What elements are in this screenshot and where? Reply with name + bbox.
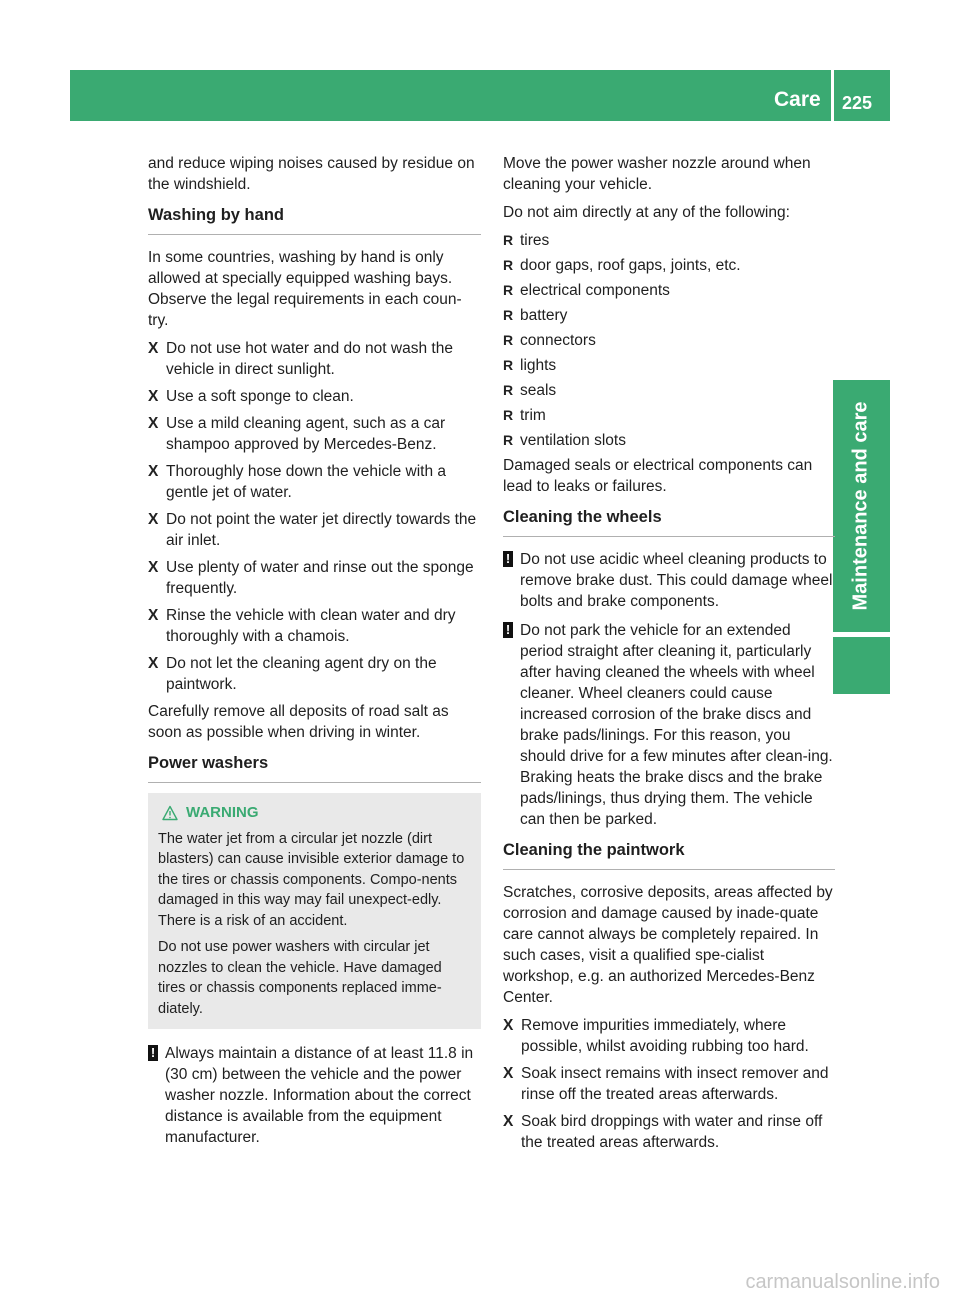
damaged-text: Damaged seals or electrical components can lead to leaks or failures. bbox=[503, 457, 813, 495]
header-bar bbox=[70, 70, 890, 121]
step-item bbox=[148, 605, 481, 647]
notice-item bbox=[503, 620, 835, 830]
list-item-text: ventilation slots bbox=[520, 432, 626, 449]
chapter-marker bbox=[833, 637, 890, 694]
watermark: carmanualsonline.info bbox=[745, 1271, 940, 1293]
intro-text: and reduce wiping noises caused by residue on the windshield. bbox=[148, 155, 475, 193]
step-text: Do not use hot water and do not wash the vehicle in direct sunlight. bbox=[166, 340, 453, 378]
list-item-text: tires bbox=[520, 232, 550, 249]
step-item bbox=[503, 1063, 835, 1105]
step-marker-icon: X bbox=[148, 415, 159, 432]
notice-item bbox=[148, 1043, 481, 1148]
list-item-text: connectors bbox=[520, 332, 596, 349]
step-item bbox=[503, 1015, 835, 1057]
notice-text: Do not use acidic wheel cleaning products to remove brake dust. This could damage wheel bolts and brake components. bbox=[520, 551, 833, 610]
list-item-text: seals bbox=[520, 382, 557, 399]
warning-instruction: Do not use power washers with circular jet nozzles to clean the vehicle. Have damaged tires or chassis components replaced imme-diately. bbox=[158, 939, 442, 1017]
list-item-text: battery bbox=[520, 307, 568, 324]
bullet-marker-icon: R bbox=[503, 232, 514, 248]
step-item bbox=[148, 386, 481, 407]
step-text: Do not let the cleaning agent dry on the paintwork. bbox=[166, 655, 437, 693]
list-item bbox=[503, 255, 835, 276]
step-marker-icon: X bbox=[148, 559, 159, 576]
bullet-marker-icon: R bbox=[503, 307, 514, 323]
paintwork-text: Scratches, corrosive deposits, areas affected by corrosion and damage caused by inade-quate care cannot always be completely repaired. In such cases, visit a qualified spe-cialist workshop, e.g. an authorized Mercedes-Benz Center. bbox=[503, 884, 833, 1006]
step-item bbox=[148, 509, 481, 551]
heading-washing-by-hand: Washing by hand bbox=[148, 205, 481, 235]
list-item-text: trim bbox=[520, 407, 546, 424]
step-item bbox=[503, 1111, 835, 1153]
list-item bbox=[503, 280, 835, 301]
bullet-marker-icon: R bbox=[503, 432, 514, 448]
step-text: Soak bird droppings with water and rinse off the treated areas afterwards. bbox=[521, 1113, 823, 1151]
list-item bbox=[503, 405, 835, 426]
step-text: Use plenty of water and rinse out the sponge frequently. bbox=[166, 559, 474, 597]
bullet-marker-icon: R bbox=[503, 407, 514, 423]
exclamation-icon: ! bbox=[503, 622, 513, 638]
notice-item bbox=[503, 549, 835, 612]
right-column bbox=[503, 153, 835, 1159]
warning-title: WARNING bbox=[186, 804, 259, 821]
left-column bbox=[148, 153, 481, 1156]
bullet-marker-icon: R bbox=[503, 382, 514, 398]
washing-text: In some countries, washing by hand is only allowed at specially equipped washing bays. Observe the legal requirements in each coun-try. bbox=[148, 249, 462, 329]
bullet-marker-icon: R bbox=[503, 257, 514, 273]
bullet-marker-icon: R bbox=[503, 332, 514, 348]
list-item-text: electrical components bbox=[520, 282, 670, 299]
notice-text: Always maintain a distance of at least 11.8 in (30 cm) between the vehicle and the power washer nozzle. Information about the correct distance is available from the equipment manufacturer. bbox=[165, 1045, 474, 1146]
step-text: Soak insect remains with insect remover and rinse off the treated areas afterwards. bbox=[521, 1065, 829, 1103]
exclamation-icon: ! bbox=[148, 1045, 158, 1061]
step-item bbox=[148, 413, 481, 455]
step-marker-icon: X bbox=[148, 463, 159, 480]
list-item bbox=[503, 230, 835, 251]
heading-cleaning-paintwork: Cleaning the paintwork bbox=[503, 840, 835, 870]
step-item bbox=[148, 557, 481, 599]
step-text: Rinse the vehicle with clean water and dry thoroughly with a chamois. bbox=[166, 607, 456, 645]
step-marker-icon: X bbox=[503, 1113, 514, 1130]
step-item bbox=[148, 653, 481, 695]
list-item-text: door gaps, roof gaps, joints, etc. bbox=[520, 257, 741, 274]
step-marker-icon: X bbox=[503, 1017, 514, 1034]
step-marker-icon: X bbox=[148, 340, 159, 357]
step-item bbox=[148, 461, 481, 503]
step-text: Use a soft sponge to clean. bbox=[166, 388, 354, 405]
page-number: 225 bbox=[842, 93, 873, 113]
step-marker-icon: X bbox=[148, 388, 159, 405]
exclamation-icon: ! bbox=[503, 551, 513, 567]
list-item bbox=[503, 355, 835, 376]
step-marker-icon: X bbox=[503, 1065, 514, 1082]
list-item bbox=[503, 380, 835, 401]
warning-header bbox=[162, 803, 471, 824]
step-marker-icon: X bbox=[148, 607, 159, 624]
bullet-marker-icon: R bbox=[503, 357, 514, 373]
step-text: Thoroughly hose down the vehicle with a gentle jet of water. bbox=[166, 463, 447, 501]
bullet-marker-icon: R bbox=[503, 282, 514, 298]
step-text: Use a mild cleaning agent, such as a car shampoo approved by Mercedes-Benz. bbox=[166, 415, 446, 453]
chapter-tab-label: Maintenance and care bbox=[849, 401, 872, 611]
section-title: Care bbox=[774, 88, 821, 111]
list-item-text: lights bbox=[520, 357, 557, 374]
list-item bbox=[503, 330, 835, 351]
road-salt-text: Carefully remove all deposits of road salt as soon as possible when driving in winter. bbox=[148, 703, 449, 741]
step-text: Remove impurities immediately, where possible, whilst avoiding rubbing too hard. bbox=[521, 1017, 809, 1055]
step-marker-icon: X bbox=[148, 655, 159, 672]
step-text: Do not point the water jet directly towards the air inlet. bbox=[166, 511, 477, 549]
header-divider bbox=[831, 70, 834, 121]
heading-cleaning-wheels: Cleaning the wheels bbox=[503, 507, 835, 537]
list-item bbox=[503, 430, 835, 451]
list-item bbox=[503, 305, 835, 326]
heading-power-washers: Power washers bbox=[148, 753, 481, 783]
step-marker-icon: X bbox=[148, 511, 159, 528]
move-nozzle-text: Move the power washer nozzle around when cleaning your vehicle. bbox=[503, 155, 811, 193]
warning-text: The water jet from a circular jet nozzle (dirt blasters) can cause invisible exterior damage to the tires or chassis components. Compo-nents damaged in this way may fail unexpect-edly. There is a risk of an accident. bbox=[158, 830, 465, 929]
warning-triangle-icon bbox=[162, 805, 178, 821]
warning-box bbox=[148, 793, 481, 1029]
step-item bbox=[148, 338, 481, 380]
aim-text: Do not aim directly at any of the following: bbox=[503, 204, 790, 221]
notice-text: Do not park the vehicle for an extended period straight after cleaning it, particularly after having cleaned the wheels with wheel cleaner. Wheel cleaners could cause increased corrosion of the brake discs and brake pads/linings. For this reason, you should drive for a few minutes after clean-ing. Braking heats the brake discs and the brake pads/linings, thus drying them. The vehicle can then be parked. bbox=[520, 622, 833, 828]
